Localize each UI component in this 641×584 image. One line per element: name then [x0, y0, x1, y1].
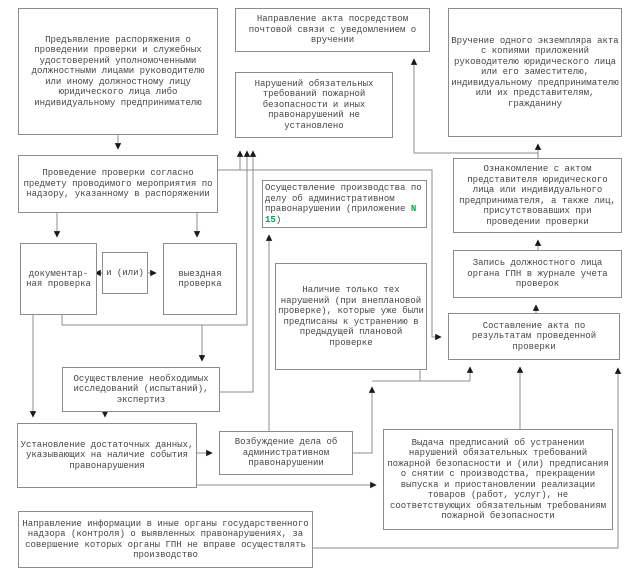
- box-text: Составление акта по результатам проведенной проверки: [471, 320, 597, 352]
- box-vyezdnaya-proverka: [163, 243, 237, 315]
- box-issledovaniya-ekspertizy: [62, 367, 220, 412]
- box-dokumentarnaya-proverka: [20, 243, 97, 315]
- box-nalichie-narusheniy: [275, 263, 427, 370]
- box-text: [265, 183, 424, 225]
- box-text: Запись должностного лица органа ГПН в журнале учета проверок: [467, 258, 608, 290]
- box-text-prefix: Осуществление производства по делу об административном правонарушении (приложение: [265, 183, 422, 214]
- box-vruchenie-ekzemplyara: [448, 8, 622, 137]
- box-text: документар-ная проверка: [26, 268, 91, 289]
- box-text: Направление информации в иные органы государственного надзора (контроля) о выявленных правонарушениях, за совершение которых органы ГПН не вправе осуществлять производство: [22, 518, 309, 560]
- box-text: Ознакомление с актом представителя юридического лица или индивидуального предпринимателя, а также лиц, присутствовавших при проведении проверки: [459, 164, 616, 227]
- box-oznakomlenie-s-aktom: [453, 158, 622, 233]
- box-osushchestvlenie-proizvodstva: [262, 180, 427, 228]
- box-text: Наличие только тех нарушений (при внеплановой проверке), которые уже были предписаны к устранению в предыдущей плановой проверке: [278, 285, 424, 348]
- box-text: Вручение одного экземпляра акта с копиями приложений руководителю юридического лица или его заместителю, индивидуальному предпринимателю или их представителям, гражданину: [451, 35, 619, 109]
- box-ustanovlenie-dannyh: [17, 423, 197, 488]
- box-text: Возбуждение дела об административном правонарушении: [234, 437, 338, 469]
- box-vydacha-predpisaniy: [383, 429, 613, 530]
- box-i-ili: [102, 252, 148, 294]
- box-text: Предъявление распоряжения о проведении проверки и служебных удостоверений уполномоченными должностными лицами руководителю или иному должностному лицу юридического лица либо индивидуальному предпринимателю: [31, 34, 205, 108]
- box-provedenie-proverki: [18, 155, 218, 213]
- box-text: и (или): [106, 267, 144, 278]
- box-text: Направление акта посредством почтовой связи с уведомлением о вручении: [248, 14, 417, 46]
- box-vozbuzhdenie-dela: [219, 431, 353, 475]
- box-text: Установление достаточных данных, указывающих на наличие события правонарушения: [20, 439, 194, 471]
- box-sostavlenie-akta: [448, 313, 620, 360]
- box-napravlenie-akta-pochtoy: [235, 8, 430, 52]
- box-text: выездная проверка: [178, 268, 222, 289]
- box-napravlenie-informacii: [18, 511, 313, 568]
- prilozhenie-n15-link[interactable]: N 15: [265, 204, 417, 225]
- box-narusheniy-ne-ustanovleno: [235, 72, 393, 138]
- box-text: Осуществление необходимых исследований (испытаний), экспертиз: [73, 373, 209, 405]
- box-text: Нарушений обязательных требований пожарной безопасности и иных правонарушений не установлено: [254, 78, 374, 131]
- box-predyavlenie-rasporyazheniya: [18, 8, 218, 135]
- box-text-suffix: ): [275, 214, 282, 225]
- box-text: Выдача предписаний об устранении нарушений обязательных требований пожарной безопасности и (или) предписания о снятии с производства, прекращении выпуска и приостановлении реализации товаров (работ, услуг), не соответствующих обязательным требованиям пожарной безопасности: [387, 437, 609, 521]
- box-text: Проведение проверки согласно предмету проводимого мероприятия по надзору, указанному в распоряжении: [23, 168, 213, 200]
- box-zapis-v-zhurnale: [453, 250, 622, 298]
